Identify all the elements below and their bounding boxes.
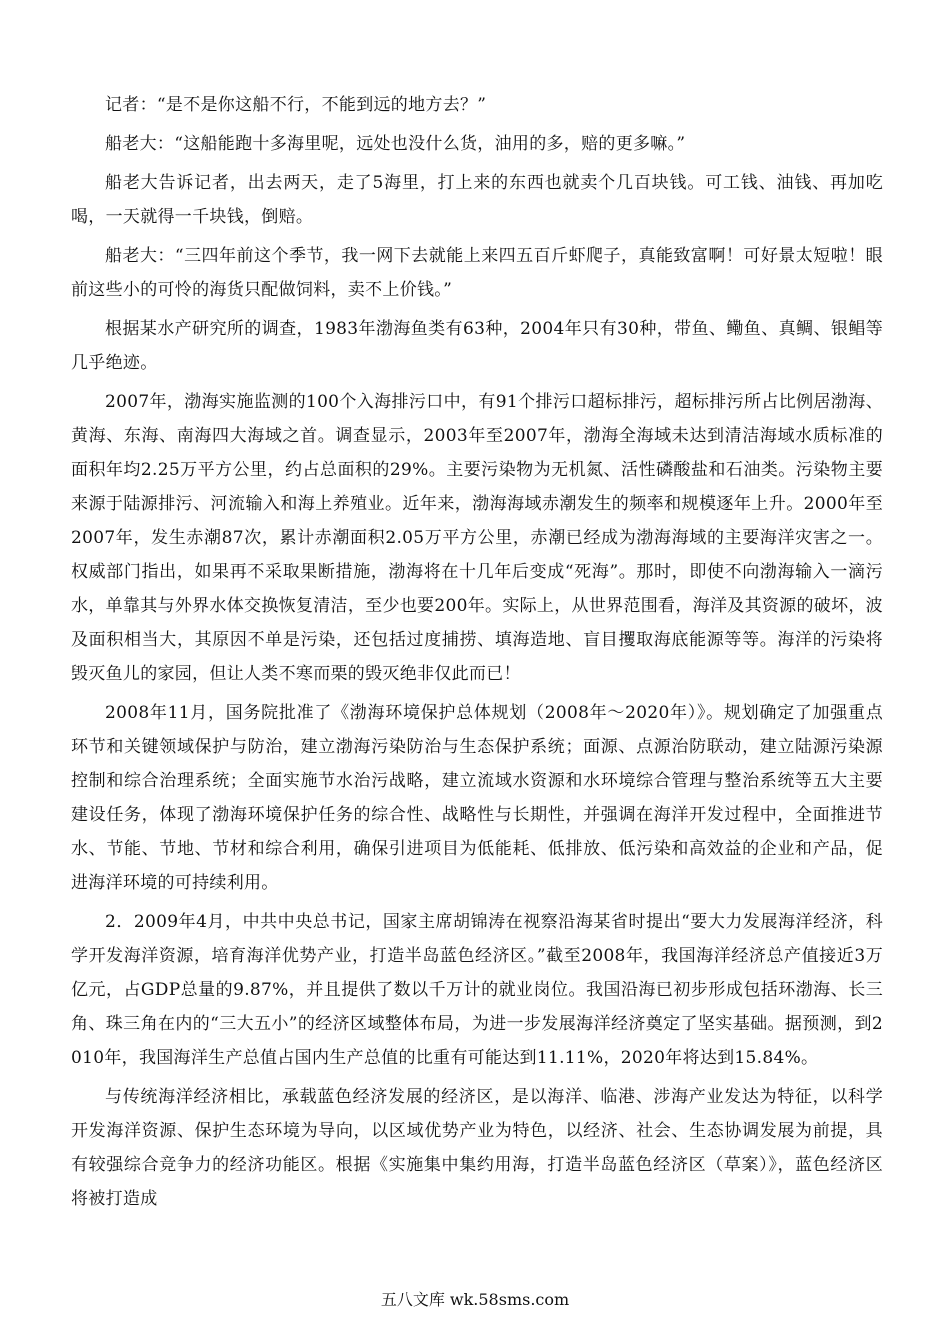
document-body: [71, 88, 883, 1221]
paragraph-fish-survey: 根据某水产研究所的调查，1983年渤海鱼类有63种，2004年只有30种，带鱼、鳓鱼、真鲷、银鲳等几乎绝迹。: [71, 319, 883, 373]
paragraph-captain-memory: 船老大：“三四年前这个季节，我一网下去就能上来四五百斤虾爬子，真能致富啊！可好景太短啦！眼前这些小的可怜的海货只配做饲料，卖不上价钱。”: [71, 246, 883, 300]
paragraph-reporter-question: 记者：“是不是你这船不行，不能到远的地方去？”: [105, 95, 487, 115]
paragraph-captain-reply: 船老大：“这船能跑十多海里呢，远处也没什么货，油用的多，赔的更多嘛。”: [105, 134, 686, 154]
paragraph-blue-economy-zone: 与传统海洋经济相比，承载蓝色经济发展的经济区，是以海洋、临港、涉海产业发达为特征，以科学开发海洋资源、保护生态环境为导向，以区域优势产业为特色，以经济、社会、生态协调发展为前提，具有较强综合竞争力的经济功能区。根据《实施集中集约用海，打造半岛蓝色经济区（草案）》，蓝色经济区将被打造成: [71, 1087, 883, 1209]
paragraph-captain-cost: 船老大告诉记者，出去两天，走了5海里，打上来的东西也就卖个几百块钱。可工钱、油钱、再加吃喝，一天就得一千块钱，倒赔。: [71, 173, 883, 227]
paragraph-pollution-2007: 2007年，渤海实施监测的100个入海排污口中，有91个排污口超标排污，超标排污所占比例居渤海、黄海、东海、南海四大海域之首。调查显示，2003年至2007年，渤海全海域未达到清洁海域水质标准的面积年均2.25万平方公里，约占总面积的29%。主要污染物为无机氮、活性磷酸盐和石油类。污染物主要来源于陆源排污、河流输入和海上养殖业。近年来，渤海海域赤潮发生的频率和规模逐年上升。2000年至2007年，发生赤潮87次，累计赤潮面积2.05万平方公里，赤潮已经成为渤海海域的主要海洋灾害之一。权威部门指出，如果再不采取果断措施，渤海将在十几年后变成“死海”。那时，即使不向渤海输入一滴污水，单靠其与外界水体交换恢复清洁，至少也要200年。实际上，从世界范围看，海洋及其资源的破坏，波及面积相当大，其原因不单是污染，还包括过度捕捞、填海造地、盲目攫取海底能源等等。海洋的污染将毁灭鱼儿的家园，但让人类不寒而栗的毁灭绝非仅此而已！: [71, 392, 883, 684]
page-footer: 五八文库 wk.58sms.com: [380, 1290, 570, 1309]
paragraph-blue-economy-2009: 2．2009年4月，中共中央总书记，国家主席胡锦涛在视察沿海某省时提出“要大力发展海洋经济，科学开发海洋资源，培育海洋优势产业，打造半岛蓝色经济区。”截至2008年，我国海洋经济总产值接近3万亿元，占GDP总量的9.87%，并且提供了数以千万计的就业岗位。我国沿海已初步形成包括环渤海、长三角、珠三角在内的“三大五小”的经济区域整体布局，为进一步发展海洋经济奠定了坚实基础。据预测，到2010年，我国海洋生产总值占国内生产总值的比重有可能达到11.11%，2020年将达到15.84%。: [71, 912, 883, 1068]
paragraph-plan-2008: 2008年11月，国务院批准了《渤海环境保护总体规划（2008年～2020年）》。规划确定了加强重点环节和关键领域保护与防治，建立渤海污染防治与生态保护系统；面源、点源治防联动，建立陆源污染源控制和综合治理系统；全面实施节水治污战略，建立流域水资源和水环境综合管理与整治系统等五大主要建设任务，体现了渤海环境保护任务的综合性、战略性与长期性，并强调在海洋开发过程中，全面推进节水、节能、节地、节材和综合利用，确保引进项目为低能耗、低排放、低污染和高效益的企业和产品，促进海洋环境的可持续利用。: [71, 703, 883, 893]
